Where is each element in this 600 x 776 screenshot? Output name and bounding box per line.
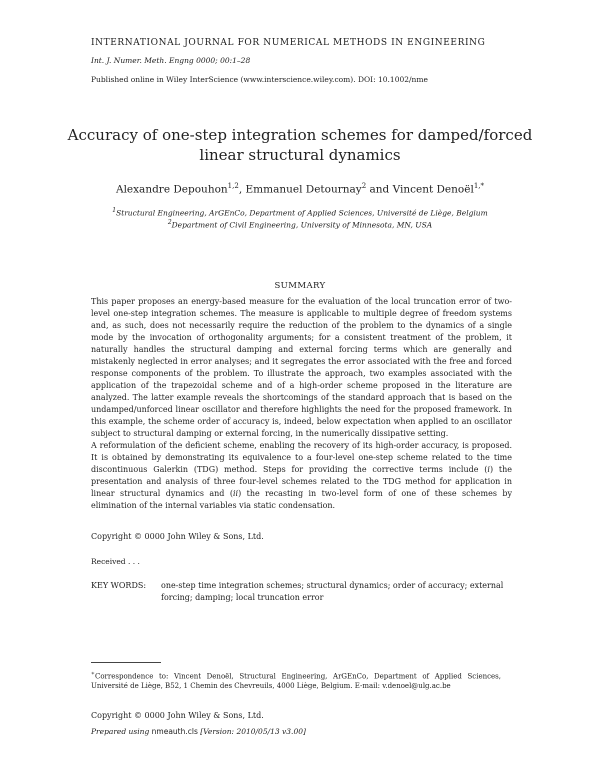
author-separator: and — [366, 183, 393, 196]
author-name: Alexandre Depouhon — [115, 183, 228, 196]
enum-marker: i — [487, 465, 490, 474]
footer-copyright: Copyright © 0000 John Wiley & Sons, Ltd. — [91, 711, 264, 720]
affiliation-text: Department of Civil Engineering, University of Minnesota, MN, USA — [171, 220, 433, 230]
author-name: Vincent Denoël — [392, 183, 474, 196]
footnote-rule — [91, 662, 161, 663]
abstract — [91, 296, 512, 512]
enum-marker: ii — [232, 489, 239, 498]
affiliation-mark: 1 — [112, 207, 117, 214]
class-file-name: nmeauth.cls — [151, 727, 198, 736]
footnote-text: Correspondence to: Vincent Denoël, Structural Engineering, ArGEnCo, Department of Applied Sciences, Université de Liège, B52, 1 Chemin des Chevreuils, 4000 Liège, Belgium. E-mail: v.denoel@ulg.ac.be — [91, 672, 501, 690]
author-marks: 2 — [361, 182, 367, 190]
affiliation — [60, 207, 540, 218]
received-date: Received . . . — [91, 557, 140, 566]
prepared-using — [91, 727, 306, 736]
author-list — [60, 182, 540, 196]
affiliation-text: Structural Engineering, ArGEnCo, Department of Applied Sciences, Université de Liège, Belgium — [116, 208, 488, 218]
abstract-text: ) the presentation and analysis of three four-level schemes related to the TDG method for application in linear structural dynamics and ( — [91, 465, 513, 498]
version-info: [Version: 2010/05/13 v3.00] — [197, 727, 306, 736]
abstract-text: A reformulation of the deficient scheme, enabling the recovery of its high-order accuracy, is proposed. It is obtained by demonstrating its equivalence to a four-level one-step scheme related to the time discontinuous Galerkin (TDG) method. Steps for providing the corrective terms include ( — [91, 441, 512, 474]
correspondence-footnote — [91, 670, 501, 691]
abstract-paragraph — [91, 440, 512, 512]
title-line: linear structural dynamics — [199, 146, 401, 164]
footnote-mark: ∗ — [91, 671, 95, 677]
affiliation — [60, 219, 540, 230]
affiliation-mark: 2 — [167, 219, 172, 226]
title-line: Accuracy of one-step integration schemes for damped/forced — [67, 126, 533, 144]
keywords-label: KEY WORDS: — [91, 581, 147, 590]
author-marks: 1,* — [473, 182, 484, 190]
published-online: Published online in Wiley InterScience (www.interscience.wiley.com). DOI: 10.1002/nme — [91, 75, 428, 84]
author-name: Emmanuel Detournay — [245, 183, 362, 196]
abstract-text: ) the recasting in two-level form of one of these schemes by elimination of the internal variables via static condensation. — [91, 489, 512, 510]
citation: Int. J. Numer. Meth. Engng 0000; 00:1–28 — [91, 56, 251, 65]
author-separator: , — [238, 183, 246, 196]
abstract-copyright: Copyright © 0000 John Wiley & Sons, Ltd. — [91, 532, 264, 541]
paper-title — [60, 125, 540, 165]
prepared-prefix: Prepared using — [91, 727, 152, 736]
abstract-paragraph: This paper proposes an energy-based measure for the evaluation of the local truncation error of two-level one-step integration schemes. The measure is applicable to multiple degree of freedom systems and, as such, does not necessarily require the reduction of the problem to the dynamics of a single mode by the invocation of orthogonality arguments; for a consistent treatment of the problem, it naturally handles the structural damping and external forcing terms which are generally and mistakenly neglected in error analyses; and it segregates the error associated with the free and forced response components of the problem. To illustrate the approach, two examples associated with the application of the trapezoidal scheme and of a high-order scheme proposed in the literature are analyzed. The latter example reveals the shortcomings of the standard approach that is based on the undamped/unforced linear oscillator and therefore highlights the need for the proposed framework. In this example, the scheme order of accuracy is, indeed, below expectation when applied to an oscillator subject to structural damping or external forcing, in the numerically dissipative setting. — [91, 297, 512, 438]
author-marks: 1,2 — [227, 182, 239, 190]
journal-name: INTERNATIONAL JOURNAL FOR NUMERICAL METHODS IN ENGINEERING — [91, 38, 486, 48]
keywords — [91, 580, 512, 604]
keywords-text: one-step time integration schemes; structural dynamics; order of accuracy; external forcing; damping; local truncation error — [161, 581, 504, 602]
summary-heading: SUMMARY — [274, 281, 326, 291]
